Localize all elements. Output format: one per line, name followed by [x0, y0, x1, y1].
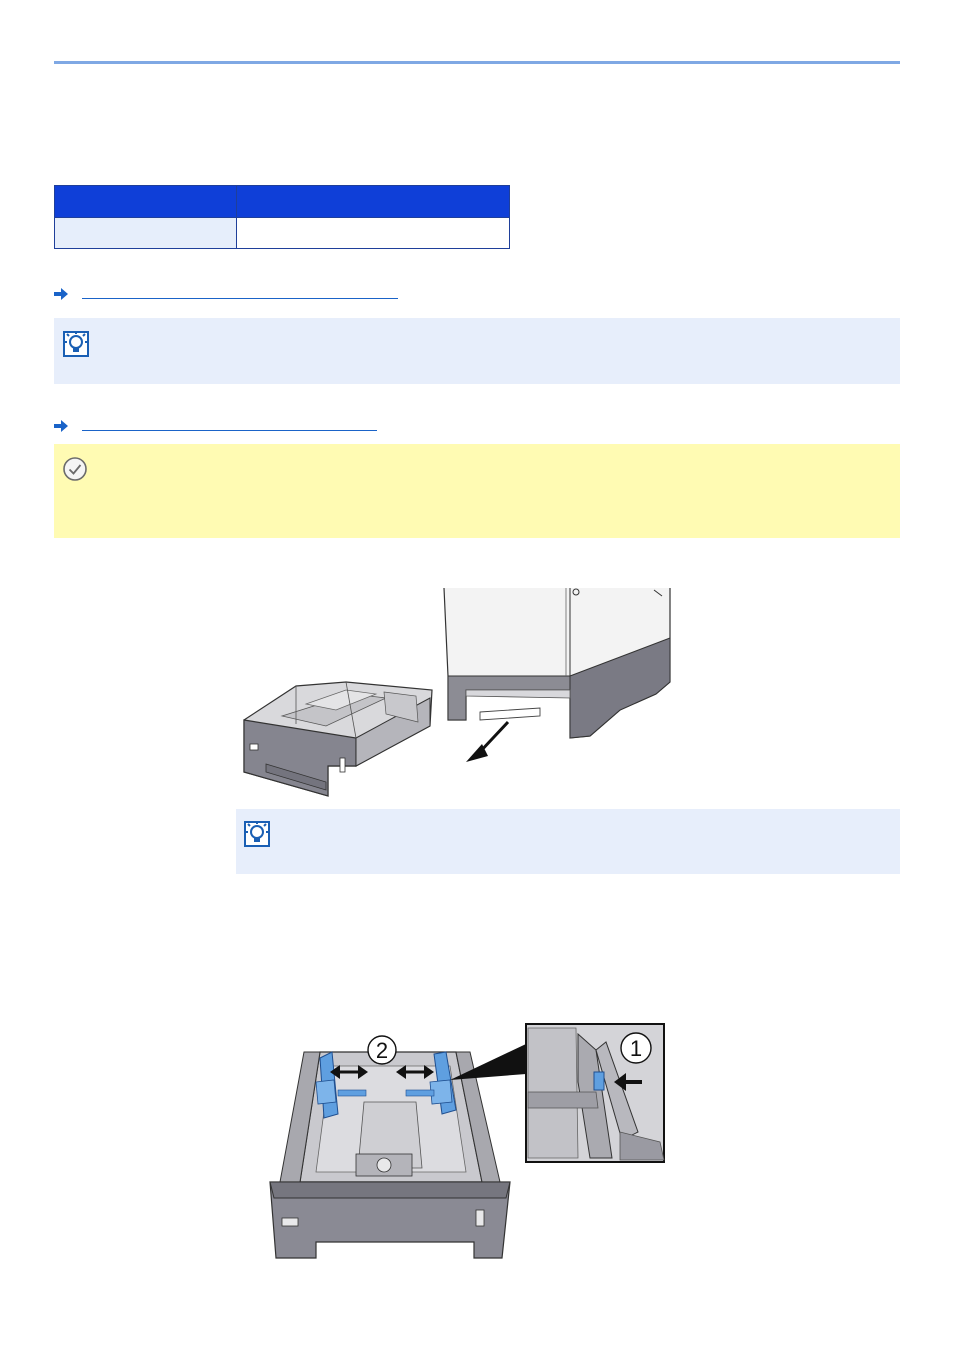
note-box-2: [236, 809, 900, 874]
reference-link-2-underline[interactable]: [82, 430, 377, 431]
width-guide-adjust-illustration: [260, 1022, 670, 1266]
note-lightbulb-icon: [63, 331, 89, 357]
callout-2: 2: [375, 1038, 389, 1063]
callout-1: 1: [629, 1036, 643, 1061]
note-lightbulb-icon: [244, 821, 270, 847]
header-rule: [54, 61, 900, 64]
important-box: [54, 444, 900, 538]
reference-link-2[interactable]: [54, 420, 68, 432]
spec-table-cell-2: [237, 218, 510, 249]
spec-table-header-cell-1: [55, 186, 237, 218]
note-box-1: [54, 318, 900, 384]
spec-table-row: [55, 218, 510, 249]
link-arrow-icon: [54, 288, 68, 300]
reference-link-1-underline[interactable]: [82, 298, 398, 299]
spec-table: [54, 185, 510, 249]
checkmark-circle-icon: [62, 456, 88, 482]
link-arrow-icon: [54, 420, 68, 432]
tray-pull-out-illustration: [236, 586, 676, 800]
spec-table-header-cell-2: [237, 186, 510, 218]
reference-link-1[interactable]: [54, 288, 68, 300]
spec-table-header-row: [55, 186, 510, 218]
spec-table-cell-1: [55, 218, 237, 249]
